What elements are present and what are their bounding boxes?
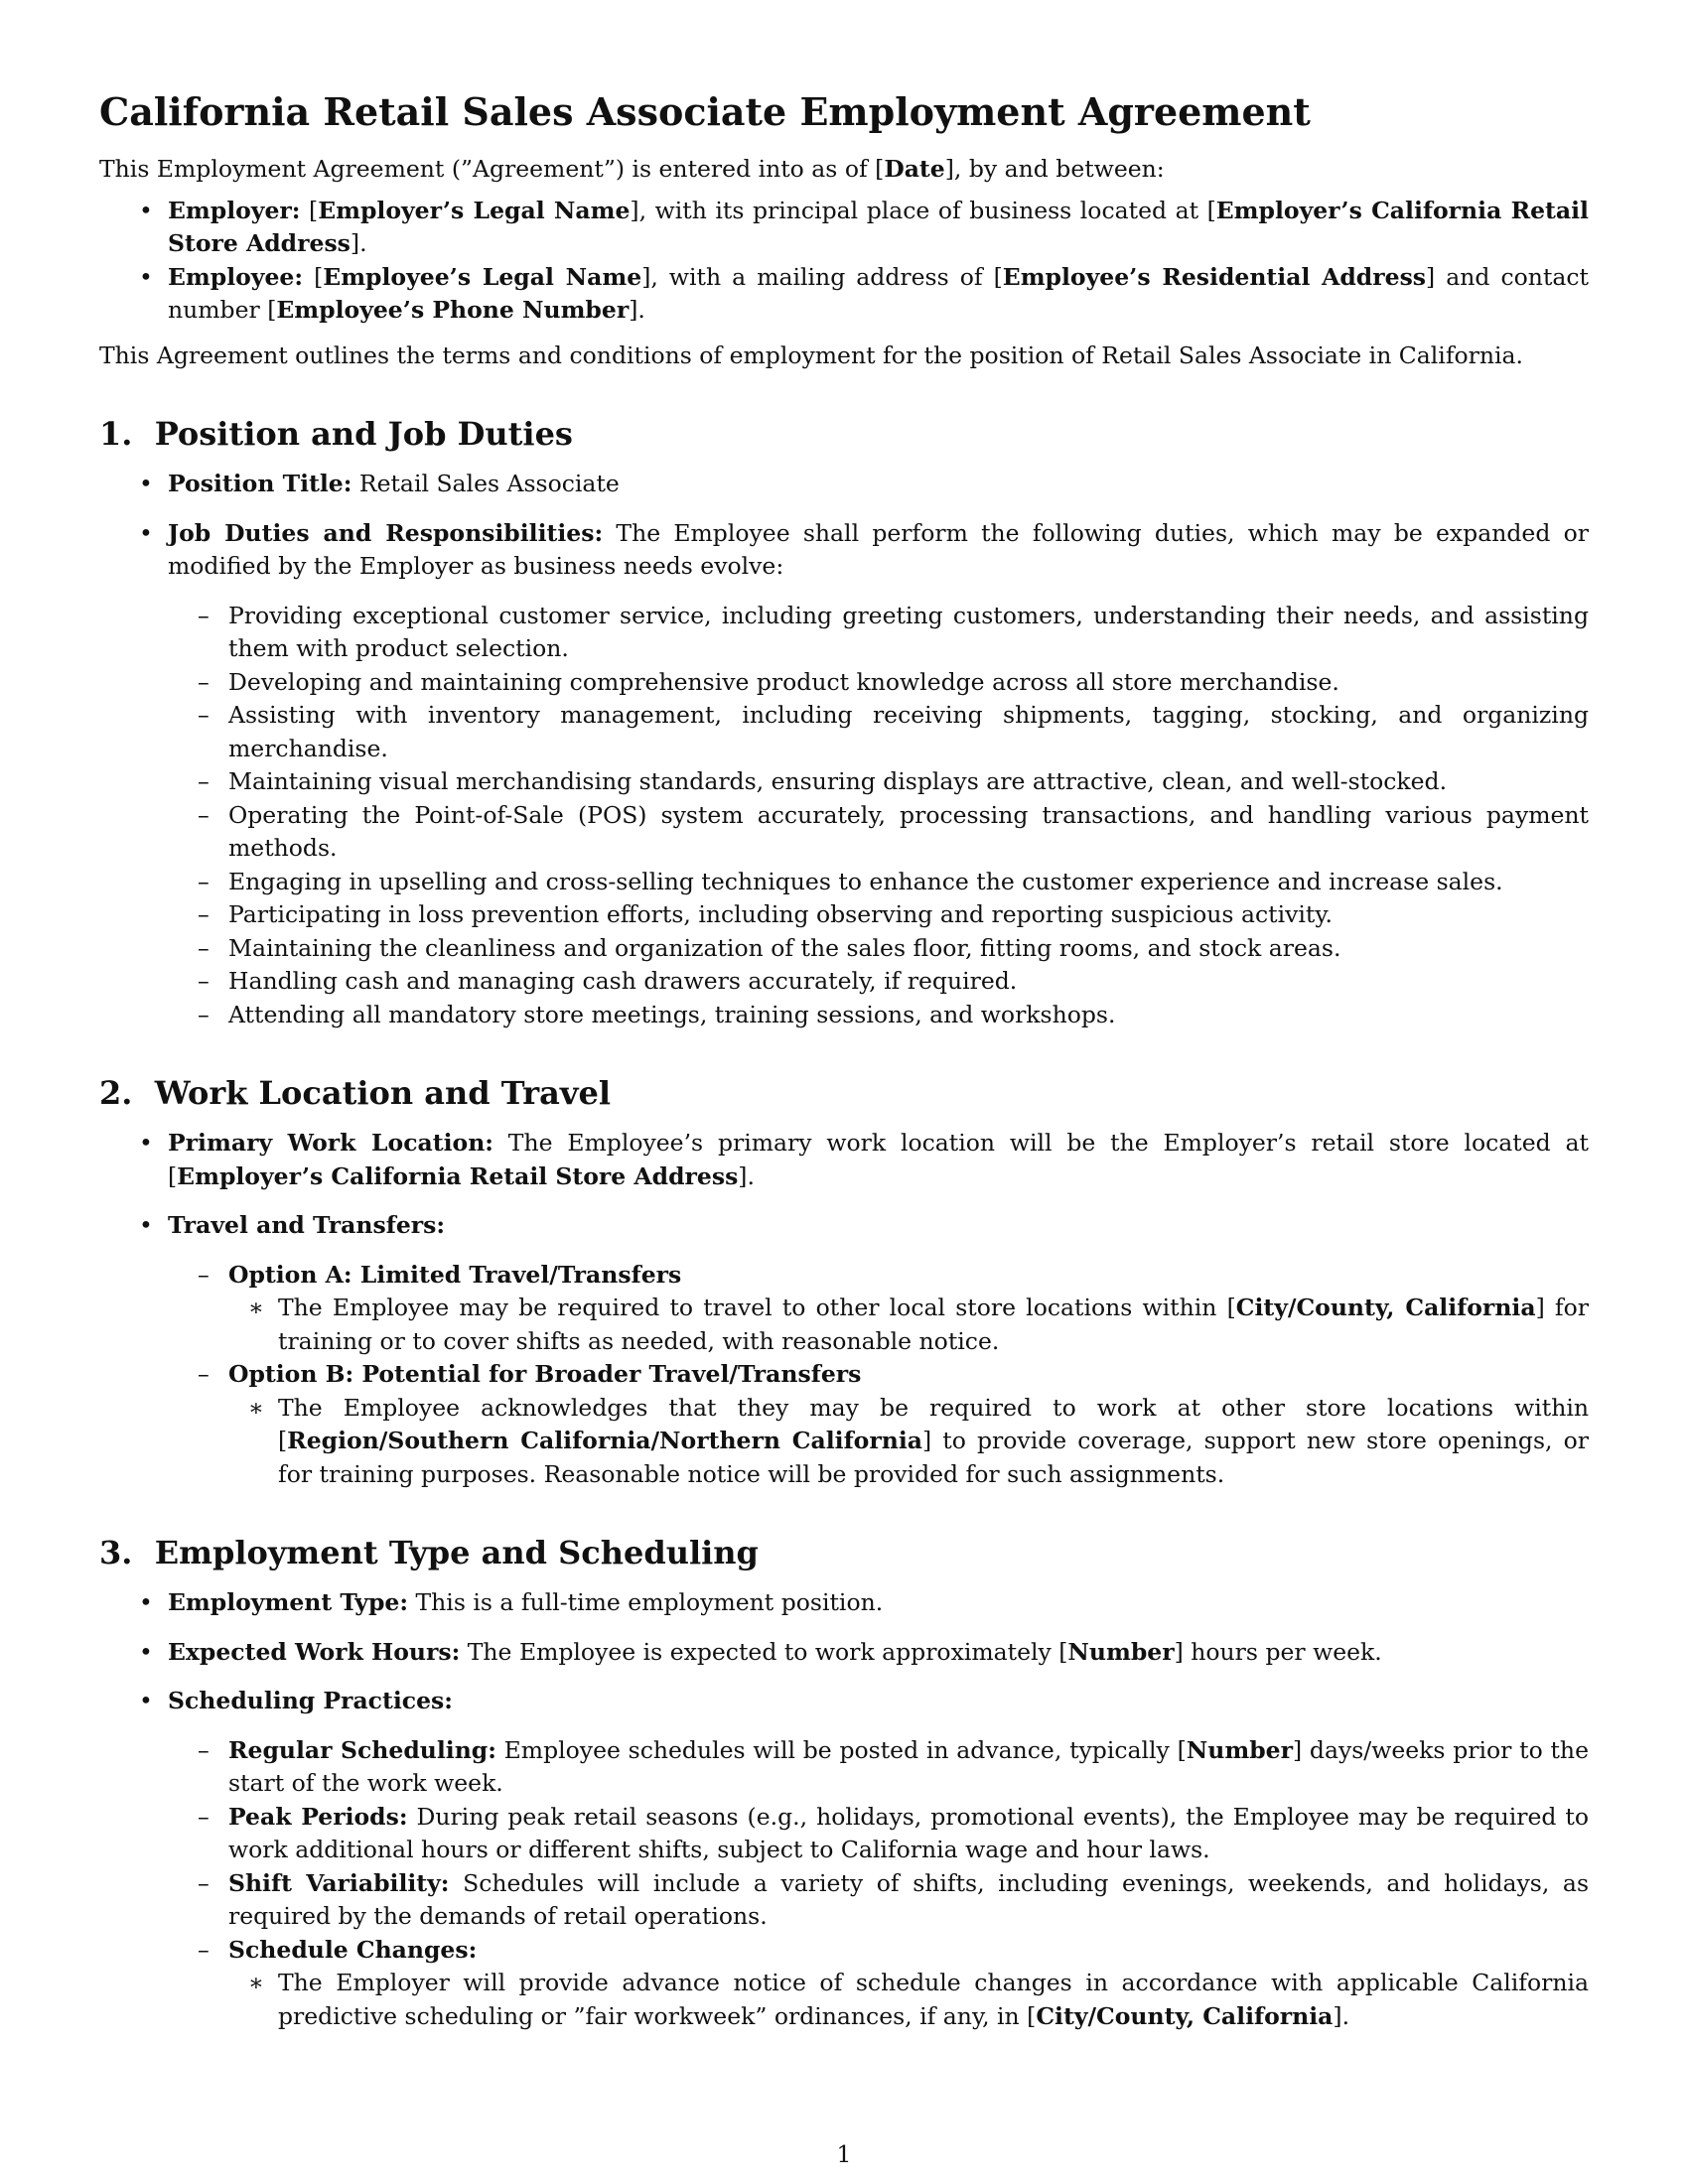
shift-variability-item: – Shift Variability: Schedules will include a variety of shifts, including evenings, weekends, and holidays, as required by the demands of retail operations. [168,1867,1589,1934]
section-1-heading: 1. Position and Job Duties [99,415,573,453]
duty-item: – Handling cash and managing cash drawers accurately, if required. [168,965,1589,999]
regular-scheduling-item: – Regular Scheduling: Employee schedules will be posted in advance, typically [Number] days/weeks prior to the start of the work week. [168,1734,1589,1801]
schedule-changes-details [228,1967,1589,2033]
employee-party: • Employee: [Employee’s Legal Name], with a mailing address of [Employee’s Residential Address] and contact number [Employee’s Phone Number]. [99,261,1589,328]
option-b-detail: ∗ The Employee acknowledges that they may be required to work at other store locations within [Region/Southern California/Northern California] to provide coverage, support new store openings, or for training purposes. Reasonable notice will be provided for such assignments. [228,1392,1589,1492]
parties-list [99,195,1589,328]
section-2-list [99,1127,1589,1491]
duty-item: – Maintaining visual merchandising standards, ensuring displays are attractive, clean, and well-stocked. [168,765,1589,799]
option-a-details [228,1292,1589,1358]
duty-item: – Assisting with inventory management, including receiving shipments, tagging, stocking, and organizing merchandise. [168,699,1589,765]
section-1-list [99,468,1589,1031]
employer-address-placeholder: Employer’s California Retail Store Address [168,196,1589,257]
section-2-heading: 2. Work Location and Travel [99,1074,611,1112]
duty-item: – Operating the Point-of-Sale (POS) system accurately, processing transactions, and handling various payment methods. [168,799,1589,866]
section-3-heading: 3. Employment Type and Scheduling [99,1534,759,1571]
employee-phone-placeholder: Employee’s Phone Number [276,296,630,324]
job-duties-item: • Job Duties and Responsibilities: The Employee shall perform the following duties, which may be expanded or modified by the Employer as business needs evolve: – Providing exceptional customer service, including greeting customers, understanding their needs, and assisting them with product selection. – Developing and maintaining comprehensive product knowledge across all store merchandise. – Assisting with inventory management, including receiving shipments, tagging, stocking, and organizing merchandise. – Maintaining visual merchandising standards, ensuring displays are attractive, clean, and well-stocked. – Operating the Point-of-Sale (POS) system accurately, processing transactions, and handling various payment methods. – Engaging in upselling and cross-selling techniques to enhance the customer experience and increase sales. – Participating in loss prevention efforts, including observing and reporting suspicious activity. – Maintaining the cleanliness and organization of the sales floor, fitting rooms, and stock areas. – Handling cash and managing cash drawers accurately, if required. – Attending all mandatory store meetings, training sessions, and workshops. [99,517,1589,1032]
employment-type-item: • Employment Type: This is a full-time employment position. [99,1586,1589,1620]
option-b-item: – Option B: Potential for Broader Travel/Transfers ∗ The Employee acknowledges that they may be required to work at other store locations within [Region/Southern California/Northern California] to provide coverage, support new store openings, or for training purposes. Reasonable notice will be provided for such assignments. [168,1358,1589,1491]
travel-options-list [168,1259,1589,1492]
date-placeholder: Date [884,155,945,183]
duty-item: – Engaging in upselling and cross-selling techniques to enhance the customer experience and increase sales. [168,866,1589,899]
position-title-item: • Position Title: Retail Sales Associate [99,468,1589,501]
scheduling-practices-item: • Scheduling Practices: – Regular Scheduling: Employee schedules will be posted in advance, typically [Number] days/weeks prior to the start of the work week. – Peak Periods: During peak retail seasons (e.g., holidays, promotional events), the Employee may be required to work additional hours or different shifts, subject to California wage and hour laws. – Shift Variability: Schedules will include a variety of shifts, including evenings, weekends, and holidays, as required by the demands of retail operations. – Schedule Changes: ∗ The Employer will provide advance notice of schedule changes in accordance with applicable California predictive scheduling or ”fair workweek” ordinances, if any, in [City/County, California]. [99,1685,1589,2033]
scheduling-list [168,1734,1589,2034]
travel-transfers-item: • Travel and Transfers: – Option A: Limited Travel/Transfers ∗ The Employee may be required to travel to other local store locations within [City/County, California] for training or to cover shifts as needed, with reasonable notice. – Option B: Potential for Broader Travel/Transfers ∗ The Employee acknowledges that they may be required to work at other store locations within [Region/Southern California/Northern California] to provide coverage, support new store openings, or for training purposes. Reasonable notice will be provided for such assignments. [99,1209,1589,1491]
city-county-placeholder: City/County, California [1036,2001,1334,2030]
hours-number-placeholder: Number [1067,1637,1175,1666]
page-number: 1 [836,2140,852,2168]
notice-number-placeholder: Number [1186,1735,1293,1764]
store-address-placeholder: Employer’s California Retail Store Address [177,1161,739,1190]
employee-address-placeholder: Employee’s Residential Address [1002,262,1427,291]
section-3-list [99,1586,1589,2033]
duty-item: – Developing and maintaining comprehensive product knowledge across all store merchandise. [168,666,1589,700]
city-county-placeholder: City/County, California [1235,1294,1536,1321]
employer-name-placeholder: Employer’s Legal Name [318,196,631,224]
schedule-changes-item: – Schedule Changes: ∗ The Employer will provide advance notice of schedule changes in accordance with applicable California predictive scheduling or ”fair workweek” ordinances, if any, in [City/County, California]. [168,1934,1589,2034]
expected-hours-item: • Expected Work Hours: The Employee is expected to work approximately [Number] hours per week. [99,1636,1589,1670]
duty-item: – Participating in loss prevention efforts, including observing and reporting suspicious activity. [168,898,1589,932]
option-b-details [228,1392,1589,1492]
document-page [99,87,1589,2049]
duty-item: – Providing exceptional customer service, including greeting customers, understanding their needs, and assisting them with product selection. [168,600,1589,666]
intro-paragraph: This Employment Agreement (”Agreement”) is entered into as of [Date], by and between: [99,155,1165,183]
employee-name-placeholder: Employee’s Legal Name [323,262,642,291]
duties-list [168,600,1589,1032]
duty-item: – Attending all mandatory store meetings, training sessions, and workshops. [168,999,1589,1032]
region-placeholder: Region/Southern California/Northern California [287,1427,922,1454]
employer-party: • Employer: [Employer’s Legal Name], with its principal place of business located at [Employer’s California Retail Store Address]. [99,195,1589,261]
document-title: California Retail Sales Associate Employment Agreement [99,89,1311,134]
outline-paragraph: This Agreement outlines the terms and conditions of employment for the position of Retail Sales Associate in California. [99,341,1524,369]
peak-periods-item: – Peak Periods: During peak retail seasons (e.g., holidays, promotional events), the Employee may be required to work additional hours or different shifts, subject to California wage and hour laws. [168,1801,1589,1867]
duty-item: – Maintaining the cleanliness and organization of the sales floor, fitting rooms, and stock areas. [168,932,1589,966]
option-a-item: – Option A: Limited Travel/Transfers ∗ The Employee may be required to travel to other local store locations within [City/County, California] for training or to cover shifts as needed, with reasonable notice. [168,1259,1589,1359]
schedule-changes-detail: ∗ The Employer will provide advance notice of schedule changes in accordance with applicable California predictive scheduling or ”fair workweek” ordinances, if any, in [City/County, California]. [228,1967,1589,2033]
primary-work-location-item: • Primary Work Location: The Employee’s primary work location will be the Employer’s retail store located at [Employer’s California Retail Store Address]. [99,1127,1589,1193]
option-a-detail: ∗ The Employee may be required to travel to other local store locations within [City/County, California] for training or to cover shifts as needed, with reasonable notice. [228,1292,1589,1358]
